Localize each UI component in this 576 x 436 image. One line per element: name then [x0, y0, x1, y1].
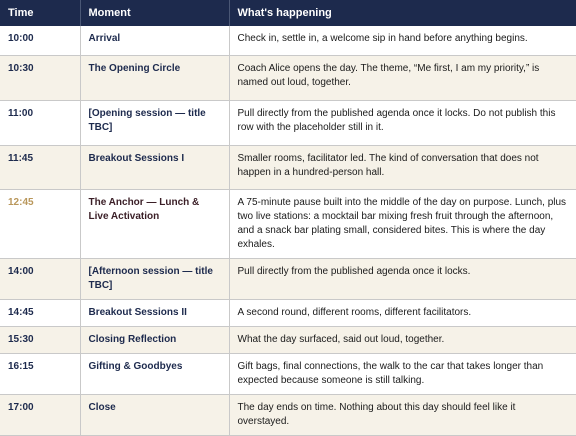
time-cell: 10:30 [0, 55, 80, 100]
moment-cell: [Opening session — title TBC] [80, 100, 229, 145]
time-cell: 14:45 [0, 299, 80, 326]
moment-cell: Arrival [80, 26, 229, 55]
table-row [0, 353, 576, 394]
time-cell: 15:30 [0, 326, 80, 353]
table-row [0, 394, 576, 435]
moment-cell: The Anchor — Lunch & Live Activation [80, 189, 229, 258]
header-row [0, 0, 576, 26]
header-time: Time [0, 0, 80, 26]
table-row [0, 299, 576, 326]
description-cell: Coach Alice opens the day. The theme, “Me first, I am my priority,” is named out loud, together. [229, 55, 576, 100]
table-body [0, 26, 576, 435]
moment-cell: The Opening Circle [80, 55, 229, 100]
table-row [0, 258, 576, 299]
moment-cell: Closing Reflection [80, 326, 229, 353]
description-cell: Gift bags, final connections, the walk to the car that takes longer than expected because someone is still talking. [229, 353, 576, 394]
time-cell: 14:00 [0, 258, 80, 299]
description-cell: Pull directly from the published agenda once it locks. [229, 258, 576, 299]
table-row [0, 100, 576, 145]
description-cell: Check in, settle in, a welcome sip in hand before anything begins. [229, 26, 576, 55]
time-cell: 12:45 [0, 189, 80, 258]
header-what: What's happening [229, 0, 576, 26]
moment-cell: [Afternoon session — title TBC] [80, 258, 229, 299]
description-cell: A 75-minute pause built into the middle of the day on purpose. Lunch, plus two live stations: a mocktail bar mixing fresh fruit through the afternoon, and a snack bar plating small, considered bites. This is where the day exhales. [229, 189, 576, 258]
table-row [0, 55, 576, 100]
table-row [0, 189, 576, 258]
moment-cell: Close [80, 394, 229, 435]
description-cell: The day ends on time. Nothing about this day should feel like it overstayed. [229, 394, 576, 435]
table-header [0, 0, 576, 26]
time-cell: 10:00 [0, 26, 80, 55]
description-cell: Pull directly from the published agenda once it locks. Do not publish this row with the placeholder still in it. [229, 100, 576, 145]
time-cell: 11:00 [0, 100, 80, 145]
description-cell: Smaller rooms, facilitator led. The kind of conversation that does not happen in a hundred-person hall. [229, 145, 576, 189]
moment-cell: Breakout Sessions II [80, 299, 229, 326]
moment-cell: Gifting & Goodbyes [80, 353, 229, 394]
time-cell: 17:00 [0, 394, 80, 435]
description-cell: What the day surfaced, said out loud, together. [229, 326, 576, 353]
time-cell: 11:45 [0, 145, 80, 189]
moment-cell: Breakout Sessions I [80, 145, 229, 189]
description-cell: A second round, different rooms, different facilitators. [229, 299, 576, 326]
table-row [0, 26, 576, 55]
header-moment: Moment [80, 0, 229, 26]
table-row [0, 145, 576, 189]
time-cell: 16:15 [0, 353, 80, 394]
table-row [0, 326, 576, 353]
